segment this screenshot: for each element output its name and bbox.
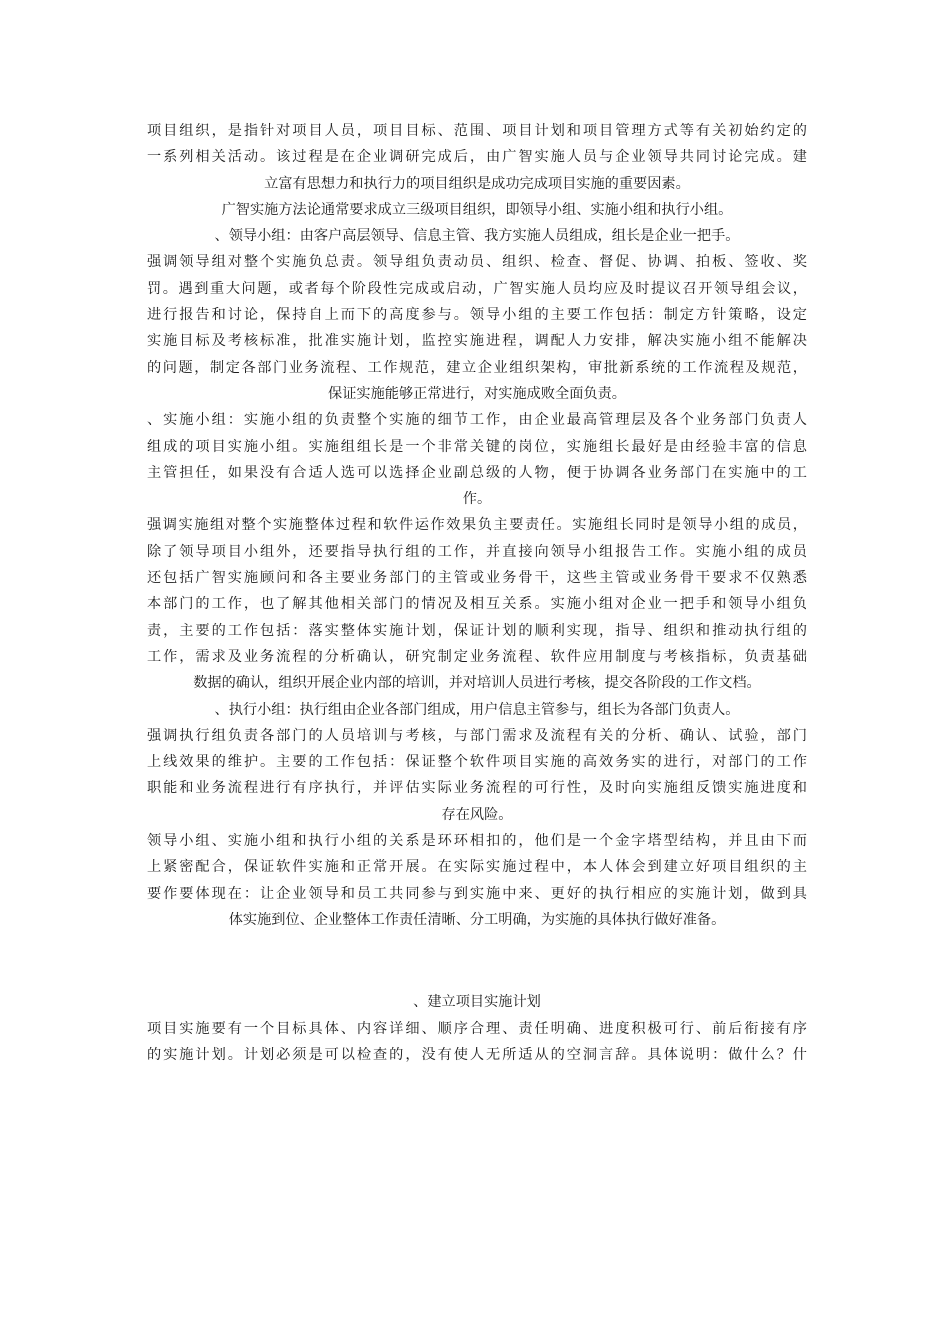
text-line: 作。 — [462, 491, 492, 508]
text-line: 进行报告和讨论，保持自上而下的高度参与。领导小组的主要工作包括：制定方针策略，设定 — [147, 307, 807, 324]
text-line: 立富有思想力和执行力的项目组织是成功完成项目实施的重要因素。 — [264, 175, 690, 192]
text-line: 强调执行组负责各部门的人员培训与考核，与部门需求及流程有关的分析、确认、试验，部门 — [147, 727, 807, 744]
section-body — [147, 1016, 807, 1069]
paragraph — [147, 223, 807, 249]
text-line: 强调实施组对整个实施整体过程和软件运作效果负主要责任。实施组长同时是领导小组的成员， — [147, 517, 807, 534]
text-line: 保证实施能够正常进行，对实施成败全面负责。 — [328, 385, 626, 402]
text-line: 项目组织，是指针对项目人员，项目目标、范围、项目计划和项目管理方式等有关初始约定的 — [147, 123, 807, 139]
text-line: 的实施计划。计划必须是可以检查的，没有使人无所适从的空洞言辞。具体说明：做什么？什 — [147, 1046, 807, 1063]
text-line: 还包括广智实施顾问和各主要业务部门的主管或业务骨干，这些主管或业务骨干要求不仅熟悉 — [147, 570, 807, 587]
text-line: 责，主要的工作包括：落实整体实施计划，保证计划的顺利实现，指导、组织和推动执行组的 — [147, 622, 807, 639]
section-spacer — [147, 933, 807, 989]
text-line: 的问题，制定各部门业务流程、工作规范，建立企业组织架构，审批新系统的工作流程及规范， — [147, 359, 807, 376]
text-line: 、执行小组：执行组由企业各部门组成，用户信息主管参与，组长为各部门负责人。 — [214, 701, 740, 718]
text-line: 主管担任，如果没有合适人选可以选择企业副总级的人物，便于协调各业务部门在实施中的工 — [147, 464, 807, 481]
text-line: 项目实施要有一个目标具体、内容详细、顺序合理、责任明确、进度积极可行、前后衔接有序 — [147, 1020, 807, 1037]
text-line: 广智实施方法论通常要求成立三级项目组织，即领导小组、实施小组和执行小组。 — [221, 201, 733, 218]
paragraph — [147, 697, 807, 723]
text-line: 罚。遇到重大问题，或者每个阶段性完成或启动，广智实施人员均应及时提议召开领导组会议， — [147, 280, 807, 297]
text-line: 组成的项目实施小组。实施组组长是一个非常关键的岗位，实施组长最好是由经验丰富的信息 — [147, 438, 807, 455]
section-heading: 、建立项目实施计划 — [413, 994, 541, 1011]
text-line: 强调领导组对整个实施负总责。领导组负责动员、组织、检查、督促、协调、拍板、签收、奖 — [147, 254, 807, 271]
paragraph — [147, 249, 807, 407]
paragraph — [147, 118, 807, 197]
text-line: 数据的确认，组织开展企业内部的培训，并对培训人员进行考核，提交各阶段的工作文档。 — [193, 675, 761, 692]
text-line: 体实施到位、企业整体工作责任清晰、分工明确，为实施的具体执行做好准备。 — [228, 911, 726, 928]
paragraph — [147, 828, 807, 933]
text-line: 上线效果的维护。主要的工作包括：保证整个软件项目实施的高效务实的进行，对部门的工作 — [147, 754, 807, 771]
document-page — [147, 118, 807, 1068]
text-line: 领导小组、实施小组和执行小组的关系是环环相扣的，他们是一个金字塔型结构，并且由下而 — [147, 833, 807, 850]
text-line: 实施目标及考核标准，批准实施计划，监控实施进程，调配人力安排，解决实施小组不能解决 — [147, 333, 807, 350]
text-line: 工作，需求及业务流程的分析确认，研究制定业务流程、软件应用制度与考核指标，负责基础 — [147, 648, 807, 665]
text-line: 存在风险。 — [441, 806, 513, 823]
text-line: 除了领导项目小组外，还要指导执行组的工作，并直接向领导小组报告工作。实施小组的成员 — [147, 543, 807, 560]
paragraph — [147, 723, 807, 828]
text-line: 本部门的工作，也了解其他相关部门的情况及相互关系。实施小组对企业一把手和领导小组负 — [147, 596, 807, 613]
text-line: 、领导小组：由客户高层领导、信息主管、我方实施人员组成，组长是企业一把手。 — [214, 228, 740, 245]
text-line: 职能和业务流程进行有序执行，并评估实际业务流程的可行性，及时向实施组反馈实施进度和 — [147, 780, 807, 797]
paragraph — [147, 197, 807, 223]
paragraph — [147, 407, 807, 512]
document-body — [147, 118, 807, 933]
text-line: 上紧密配合，保证软件实施和正常开展。在实际实施过程中，本人体会到建立好项目组织的主 — [147, 859, 807, 876]
paragraph — [147, 512, 807, 696]
text-line: 、实施小组：实施小组的负责整个实施的细节工作，由企业最高管理层及各个业务部门负责人 — [147, 412, 807, 429]
text-line: 要作要体现在：让企业领导和员工共同参与到实施中来、更好的执行相应的实施计划，做到具 — [147, 885, 807, 902]
text-line: 一系列相关活动。该过程是在企业调研完成后，由广智实施人员与企业领导共同讨论完成。建 — [147, 149, 807, 166]
